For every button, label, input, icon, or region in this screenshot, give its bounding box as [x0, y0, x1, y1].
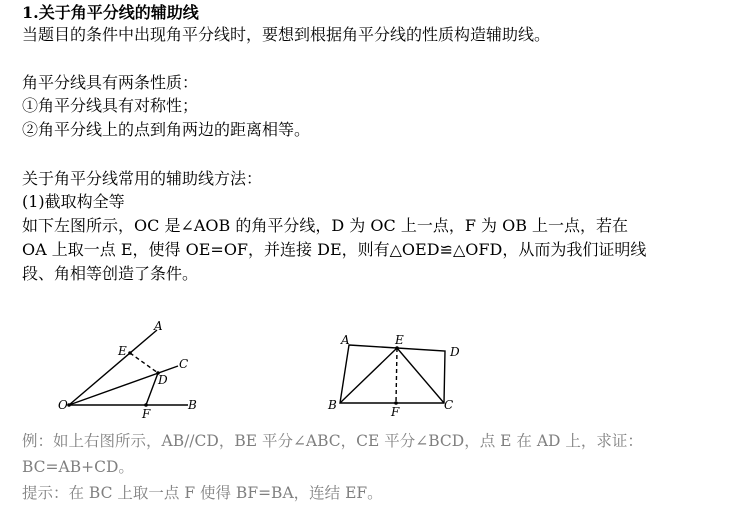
label-f: F	[391, 405, 400, 419]
label-f: F	[142, 407, 151, 420]
label-e: E	[395, 333, 404, 347]
methods-title: 关于角平分线常用的辅助线方法：	[22, 169, 263, 188]
label-b: B	[328, 398, 337, 412]
label-o: O	[58, 398, 68, 412]
label-d: D	[450, 345, 460, 359]
ray-oa	[69, 330, 157, 405]
label-a: A	[341, 333, 350, 347]
method-1-desc-line-1: 如下左图所示，OC 是∠AOB 的角平分线，D 为 OC 上一点，F 为 OB 上一点，若在	[22, 216, 629, 235]
segment-be	[340, 348, 397, 403]
segment-ed	[130, 353, 158, 373]
method-1-title: (1)截取构全等	[22, 192, 125, 211]
method-1-desc-line-2: OA 上取一点 E，使得 OE=OF，并连接 DE，则有△OED≌△OFD，从而为我们证明线	[22, 240, 647, 259]
label-a: A	[154, 319, 163, 333]
label-e: E	[118, 344, 127, 358]
label-c: C	[444, 398, 454, 412]
properties-title: 角平分线具有两条性质：	[22, 73, 199, 92]
label-d: D	[158, 373, 168, 387]
method-1-desc-line-3: 段、角相等创造了条件。	[22, 264, 199, 283]
label-b: B	[188, 398, 197, 412]
example-line-1: 例：如上右图所示，AB//CD，BE 平分∠ABC，CE 平分∠BCD，点 E 在 AD 上，求证：	[22, 432, 643, 450]
section-heading: 1.关于角平分线的辅助线	[22, 3, 199, 22]
trapezoid-abcd	[340, 345, 445, 403]
figure-left-angle-bisector	[50, 318, 210, 420]
segment-df	[146, 373, 158, 405]
figure-right-trapezoid	[322, 328, 472, 420]
example-line-2: BC=AB+CD。	[22, 458, 134, 476]
property-2: ②角平分线上的点到角两边的距离相等。	[22, 120, 311, 139]
segment-ef	[396, 348, 397, 403]
intro-text: 当题目的条件中出现角平分线时，要想到根据角平分线的性质构造辅助线。	[22, 25, 551, 44]
property-1: ①角平分线具有对称性；	[22, 96, 199, 115]
segment-ce	[397, 348, 444, 403]
label-c: C	[179, 357, 189, 371]
example-hint: 提示：在 BC 上取一点 F 使得 BF=BA，连结 EF。	[22, 484, 383, 502]
